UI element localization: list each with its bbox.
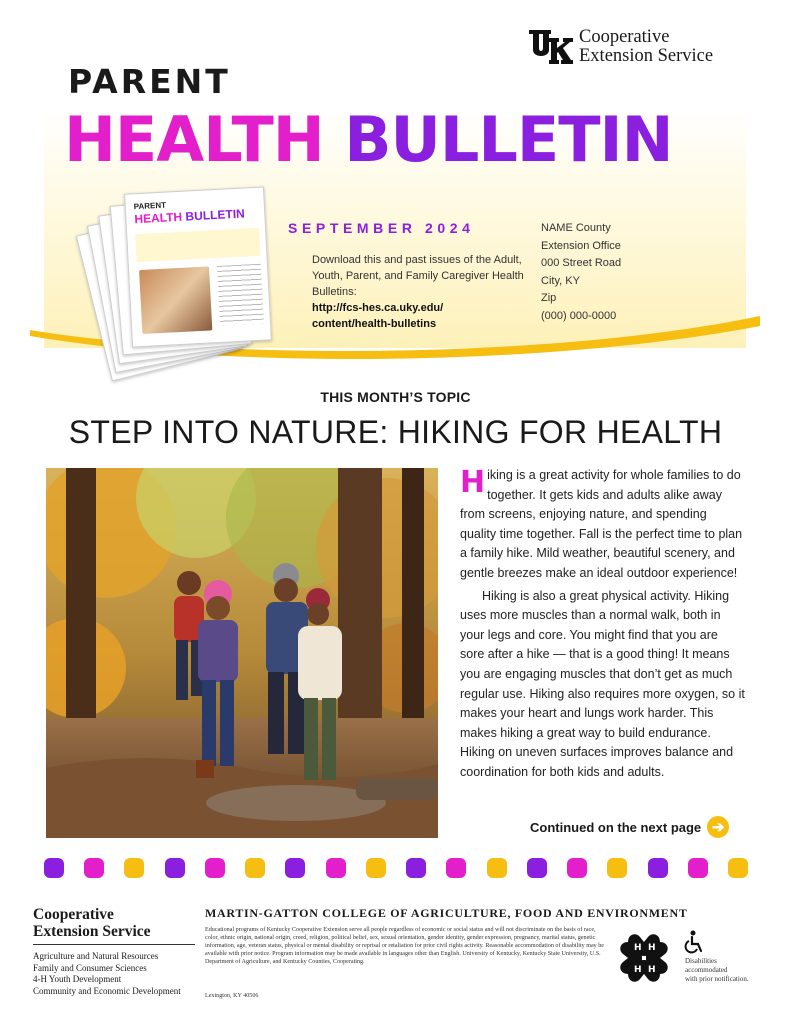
thumb-photo bbox=[139, 266, 212, 334]
bulletin-thumbnail-front bbox=[124, 186, 272, 347]
office-line: NAME County bbox=[541, 222, 611, 234]
article-body bbox=[460, 466, 745, 783]
footer-ces-line1: Cooperative bbox=[33, 906, 114, 923]
title-word-bulletin: BULLETIN bbox=[344, 103, 673, 176]
thumb-band bbox=[135, 228, 260, 262]
uk-mark-icon bbox=[527, 28, 573, 66]
footer-unit: Agriculture and Natural Resources bbox=[33, 951, 159, 961]
office-line: (000) 000-0000 bbox=[541, 309, 617, 322]
download-text: Download this and past issues of the Adult, Youth, Parent, and Family Caregiver Health Bulletins: bbox=[312, 254, 524, 298]
svg-text:H: H bbox=[648, 965, 656, 975]
footer-ces-logo bbox=[33, 906, 151, 940]
footer-divider bbox=[33, 944, 195, 945]
thumb-title-bulletin: BULLETIN bbox=[185, 206, 246, 224]
decorative-dot bbox=[728, 858, 748, 878]
topic-title: STEP INTO NATURE: HIKING FOR HEALTH bbox=[68, 414, 723, 450]
decorative-dot bbox=[366, 858, 386, 878]
office-line: 000 Street Road bbox=[541, 257, 622, 269]
footer-unit: Community and Economic Development bbox=[33, 985, 181, 996]
footer-ces-line2: Extension Service bbox=[33, 923, 151, 940]
decorative-dot bbox=[205, 858, 225, 878]
uk-logo-line2: Extension Service bbox=[579, 46, 714, 66]
bulletin-thumbnails bbox=[92, 188, 272, 348]
footer-unit: 4-H Youth Development bbox=[33, 974, 122, 984]
decorative-dot bbox=[326, 858, 346, 878]
decorative-dot bbox=[648, 858, 668, 878]
access-line: Disabilities bbox=[685, 957, 717, 965]
footer-address: Lexington, KY 40506 bbox=[205, 993, 259, 999]
decorative-dot bbox=[285, 858, 305, 878]
college-name: MARTIN-GATTON COLLEGE OF AGRICULTURE, FOOD AND ENVIRONMENT bbox=[205, 906, 688, 920]
article-paragraph-1 bbox=[460, 466, 745, 584]
thumb-parent-label: PARENT bbox=[133, 200, 167, 212]
issue-date: SEPTEMBER 2024 bbox=[288, 220, 475, 236]
article-paragraph-2: Hiking is also a great physical activity. Hiking uses more muscles than a normal walk, both in your legs and core. You might find that you are sore after a hike — that is a good thing! It means you are engaging muscles that don’t get as much regular use. Hiking also requires more oxygen, so it makes your heart and lungs work harder. This makes hiking a great way to build endurance. Hiking on uneven surfaces improves balance and coordination for both kids and adults. bbox=[460, 588, 745, 779]
drop-cap: H bbox=[460, 465, 486, 500]
uk-logo bbox=[527, 28, 713, 66]
decorative-dot bbox=[245, 858, 265, 878]
decorative-dot bbox=[607, 858, 627, 878]
topic-label: THIS MONTH’S TOPIC bbox=[320, 389, 471, 405]
uk-logo-text bbox=[579, 28, 713, 66]
footer-unit: Family and Consumer Sciences bbox=[33, 962, 147, 973]
legal-notice: Educational programs of Kentucky Cooperative Extension serve all people regardless of economic or social status and will not discriminate on the basis of race, color, ethnic origin, national origin, creed, religion, political belief, sex, sexual orientation, gender identity, gender expression, pregnancy, marital status, genetic information, age, veteran status, physical or mental disability or reprisal or retaliation for prior civil rights activity. Reasonable accommodation of disability may be available with prior notice. Program information may be made available in languages other than English. University of Kentucky, Kentucky State University, U.S. Department of Agriculture, and Kentucky Counties, Cooperating. bbox=[205, 927, 604, 965]
decorative-dot bbox=[84, 858, 104, 878]
extension-office-address bbox=[541, 220, 621, 325]
office-line: City, KY bbox=[541, 274, 580, 287]
title-health-bulletin bbox=[64, 105, 672, 175]
decorative-dot bbox=[446, 858, 466, 878]
4h-clover-icon bbox=[614, 928, 674, 988]
office-line: Zip bbox=[541, 292, 557, 304]
office-line: Extension Office bbox=[541, 239, 621, 252]
decorative-dots bbox=[44, 858, 748, 880]
decorative-dot bbox=[527, 858, 547, 878]
thumb-title-health: HEALTH bbox=[134, 209, 183, 227]
thumb-text-lines bbox=[217, 264, 264, 326]
continued-label: Continued on the next page bbox=[530, 819, 702, 835]
access-line: with prior notification. bbox=[685, 975, 749, 983]
svg-text:H: H bbox=[648, 943, 656, 953]
svg-text:H: H bbox=[634, 965, 642, 975]
decorative-dot bbox=[688, 858, 708, 878]
title-parent: PARENT bbox=[68, 62, 231, 101]
decorative-dot bbox=[487, 858, 507, 878]
continued-link[interactable] bbox=[530, 816, 729, 838]
arrow-right-icon[interactable]: ➔ bbox=[707, 816, 729, 838]
download-info bbox=[312, 252, 527, 332]
decorative-dot bbox=[124, 858, 144, 878]
footer-program-units bbox=[33, 951, 181, 997]
accessibility-icon bbox=[683, 930, 705, 954]
decorative-dot bbox=[165, 858, 185, 878]
article-paragraph-1-text: iking is a great activity for whole families to do together. It gets kids and adults alike away from screens, enjoying nature, and spending quality time together. Fall is the perfect time to plan a family hike. Mild weather, beautiful scenery, and gentle breezes make an ideal outdoor experience! bbox=[460, 468, 743, 580]
download-link-line2[interactable]: content/health-bulletins bbox=[312, 318, 437, 330]
decorative-dot bbox=[567, 858, 587, 878]
decorative-dot bbox=[44, 858, 64, 878]
family-hiking-photo bbox=[46, 468, 438, 838]
title-word-health: HEALTH bbox=[64, 103, 324, 176]
accessibility-note bbox=[685, 957, 765, 984]
download-link-line1[interactable]: http://fcs-hes.ca.uky.edu/ bbox=[312, 302, 444, 314]
svg-text:H: H bbox=[634, 943, 642, 953]
access-line: accommodated bbox=[685, 966, 728, 974]
uk-logo-line1: Cooperative bbox=[579, 27, 670, 47]
decorative-dot bbox=[406, 858, 426, 878]
